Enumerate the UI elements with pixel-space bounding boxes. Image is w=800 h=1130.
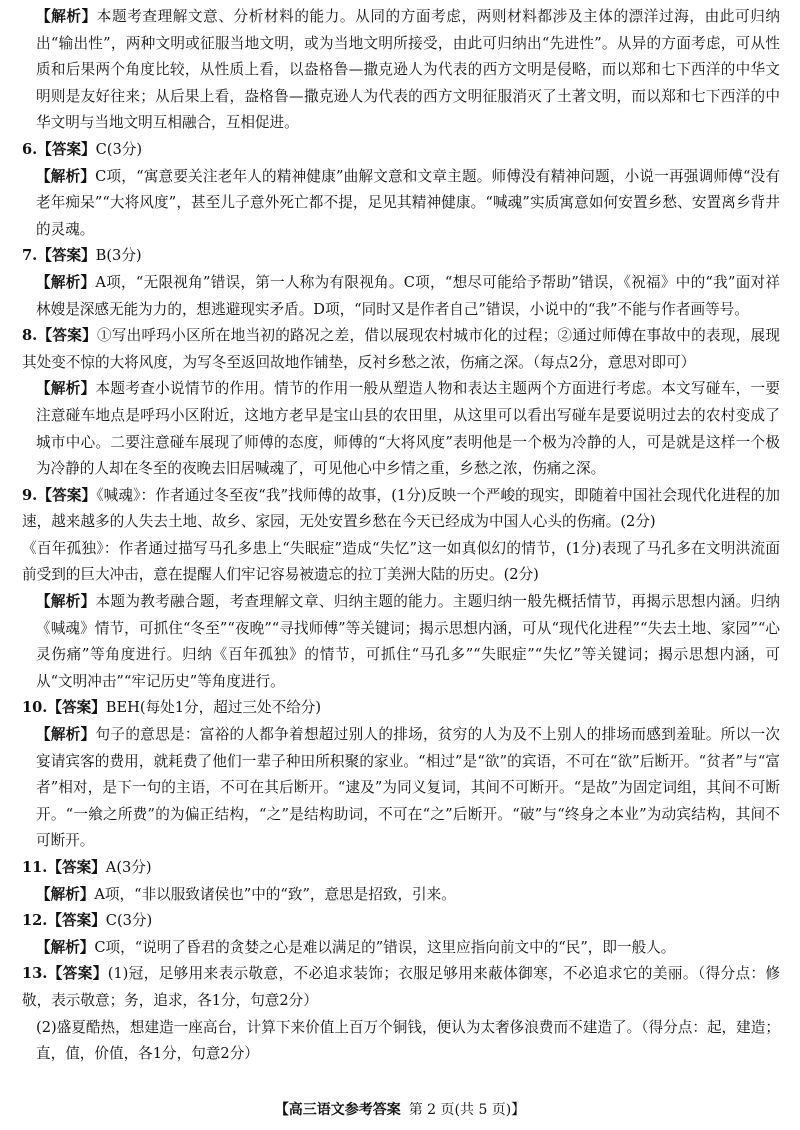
analysis-text: C项，“寓意要关注老年人的精神健康”曲解文意和文章主题。师傅没有精神问题，小说一再强调师傅“没有老年痴呆”“大将风度”，甚至儿子意外死亡都不提，足见其精神健康。“喊魂”实质寓意如何安置乡愁、安置离乡背井的灵魂。 (36, 167, 780, 238)
analysis-paragraph (22, 270, 780, 323)
analysis-text: 本题考查理解文意、分析材料的能力。从同的方面考虑，两则材料都涉及主体的漂洋过海，由此可归纳出“输出性”，两种文明或征服当地文明，或为当地文明所接受，由此可归纳出“先进性”。从异的方面考虑，可从性质和后果两个角度比较，从性质上看，以盎格鲁—撒克逊人为代表的西方文明是侵略，而以郑和七下西洋的中华文明则是友好往来；从后果上看，盎格鲁—撒克逊人为代表的西方文明征服消灭了土著文明，而以郑和七下西洋的中华文明与当地文明互相融合，互相促进。 (36, 8, 780, 132)
answer-line (22, 243, 780, 270)
answer-line (22, 908, 780, 935)
question-number: 10. (22, 699, 48, 717)
answer-tag: 【答案】 (47, 859, 106, 876)
question-number: 11. (22, 859, 48, 876)
answer-line (22, 695, 780, 722)
question-number: 8. (22, 327, 38, 345)
analysis-paragraph (22, 935, 780, 962)
answer-tag: 【答案】 (37, 327, 97, 345)
analysis-text: A项，“非以服致诸侯也”中的“致”，意思是招致，引来。 (94, 885, 456, 903)
analysis-paragraph (22, 376, 780, 482)
analysis-text: 本题为教考融合题，考查理解文章、归纳主题的能力。主题归纳一般先概括情节，再揭示思想内涵。归纳《喊魂》情节，可抓住“冬至”“夜晚”“寻找师傅”等关键词；揭示思想内涵，可从“现代化进程”“失去土地、家园”“心灵伤痛”等角度进行。归纳《百年孤独》的情节，可抓住“马孔多”“失眠症”“失忆”等关键词；揭示思想内涵，可从“文明冲击”“牢记历史”等角度进行。 (36, 593, 780, 690)
answer-item-7 (22, 243, 780, 323)
answer-item-8 (22, 323, 780, 483)
answer-line (22, 137, 780, 164)
question-number: 6. (22, 140, 38, 158)
answer-tag: 【答案】 (47, 912, 106, 930)
answer-line (22, 483, 780, 536)
question-number: 12. (22, 912, 48, 930)
answer-text-2: (2)盛夏酷热，想建造一座高台，计算下来价值上百万个铜钱，便认为太奢侈浪费而不建造了。（得分点：起，建造；直，值，价值，各1分，句意2分） (36, 1018, 780, 1063)
answer-text: 《喊魂》：作者通过冬至夜“我”找师傅的故事，(1分)反映一个严峻的现实，即随着中国社会现代化进程的加速，越来越多的人失去土地、故乡、家园，无处安置乡愁在今天已经成为中国人心头的伤痛。(2分) (22, 486, 780, 531)
analysis-text: 本题考查小说情节的作用。情节的作用一般从塑造人物和表达主题两个方面进行考虑。本文写碰车，一要注意碰车地点是呼玛小区附近，这地方老早是宝山县的农田里，从这里可以看出写碰车是要说明过去的农村变成了城市中心。二要注意碰车展现了师傅的态度，师傅的“大将风度”表明他是一个极为冷静的人，可是就是这样一个极为冷静的人却在冬至的夜晚去旧居喊魂了，可见他心中乡情之重，乡愁之浓，伤痛之深。 (36, 380, 780, 478)
analysis-paragraph (22, 722, 780, 855)
answer-text: BEH(每处1分，超过三处不给分) (105, 699, 322, 717)
question-number: 13. (22, 965, 48, 983)
answer-text: (1)冠，足够用来表示敬意，不必追求装饰；衣服足够用来蔽体御寒，不必追求它的美丽。（得分点：修敬，表示敬意；务，追求，各1分，句意2分） (22, 965, 780, 1009)
answer-page (22, 4, 780, 1068)
answer-text: ①写出呼玛小区所在地当初的路况之差，借以展现农村城市化的过程；②通过师傅在事故中的表现，展现其处变不惊的大将风度，为写冬至返回故地作铺垫，反衬乡愁之浓，伤痛之深。（每点2分，意思对即可） (22, 327, 780, 371)
answer-line (22, 323, 780, 376)
analysis-tag: 【解析】 (36, 380, 96, 398)
analysis-tag: 【解析】 (36, 8, 97, 25)
analysis-tag: 【解析】 (36, 726, 96, 744)
answer-line (22, 855, 780, 882)
answer-text: C(3分) (95, 140, 143, 158)
analysis-tag: 【解析】 (36, 938, 95, 956)
answer-text: A(3分) (105, 859, 152, 876)
question-number: 9. (22, 486, 38, 504)
answer-tag: 【答案】 (37, 486, 97, 504)
analysis-paragraph (22, 4, 780, 137)
answer-item-11 (22, 855, 780, 908)
answer-item-13 (22, 961, 780, 1067)
answer-line-2 (22, 536, 780, 589)
answer-item-6 (22, 137, 780, 243)
answer-line-2 (22, 1015, 780, 1068)
answer-line (22, 961, 780, 1014)
analysis-paragraph (22, 882, 780, 909)
analysis-tag: 【解析】 (36, 593, 96, 611)
answer-text-2: 《百年孤独》：作者通过描写马孔多患上“失眠症”造成“失忆”这一如真似幻的情节，(1分)表现了马孔多在文明洪流面前受到的巨大冲击，意在提醒人们牢记容易被遗忘的拉丁美洲大陆的历史。(2分) (22, 539, 780, 584)
answer-tag: 【答案】 (47, 699, 106, 717)
page-footer (0, 1099, 800, 1119)
analysis-text: 句子的意思是：富裕的人都争着想超过别人的排场，贫穷的人为及不上别人的排场而感到羞耻。所以一次宴请宾客的费用，就耗费了他们一辈子种田所积聚的家业。“相过”是“欲”的宾语，不可在“欲”后断开。“贫者”与“富者”相对，是下一句的主语，不可在其后断开。“逮及”为同义复词，其间不可断开。“是故”为固定词组，其间不可断开。“一飨之所费”的为偏正结构，“之”是结构助词，不可在“之”后断开。“破”与“终身之本业”为动宾结构，其间不可断开。 (36, 726, 780, 850)
footer-page-number: 第 2 页(共 5 页)】 (408, 1102, 526, 1118)
analysis-tag: 【解析】 (36, 885, 95, 903)
footer-title: 【高三语文参考答案 (274, 1102, 401, 1118)
answer-text: C(3分) (105, 912, 153, 930)
answer-text: B(3分) (95, 247, 142, 265)
analysis-text: C项，“说明了昏君的贪婪之心是难以满足的”错误，这里应指向前文中的“民”，即一般人。 (94, 938, 676, 956)
analysis-text: A项，“无限视角”错误，第一人称为有限视角。C项，“想尽可能给予帮助”错误，《祝福》中的“我”面对祥林嫂是深感无能为力的，想逃避现实矛盾。D项，“同时又是作者自己”错误，小说中的“我”不能与作者画等号。 (36, 273, 780, 318)
analysis-tag: 【解析】 (36, 167, 96, 185)
answer-item-5 (22, 4, 780, 137)
answer-item-9 (22, 483, 780, 696)
answer-tag: 【答案】 (47, 965, 108, 983)
answer-tag: 【答案】 (37, 247, 96, 265)
question-number: 7. (22, 247, 38, 265)
analysis-paragraph (22, 589, 780, 695)
analysis-paragraph (22, 164, 780, 244)
answer-item-12 (22, 908, 780, 961)
analysis-tag: 【解析】 (36, 273, 96, 291)
answer-item-10 (22, 695, 780, 855)
answer-tag: 【答案】 (37, 140, 96, 158)
